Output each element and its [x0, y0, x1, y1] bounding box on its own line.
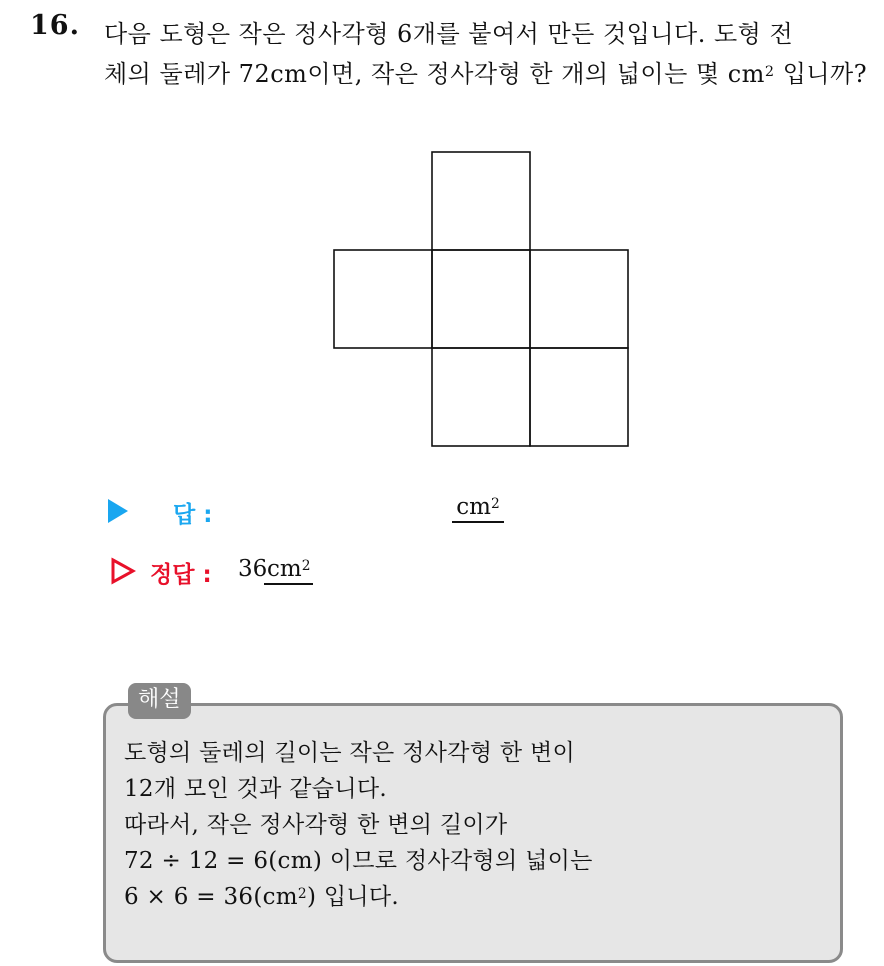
correct-answer-unit [264, 556, 313, 585]
question-number: 16. [30, 10, 80, 41]
square-top [432, 152, 530, 250]
square-bottom-right [530, 348, 628, 446]
explanation-line-last [124, 882, 593, 918]
correct-unit-superscript: 2 [301, 557, 311, 574]
square-bottom-center [432, 348, 530, 446]
explanation-last-main: 6 × 6 = 36(cm [124, 884, 298, 910]
square-middle-left [334, 250, 432, 348]
explanation-last-end: ) 입니다. [306, 884, 400, 910]
play-outline-icon [110, 557, 136, 585]
answer-row [108, 494, 528, 530]
answer-unit: cm [456, 494, 491, 520]
correct-answer-label: 정답 : [150, 562, 212, 588]
question-text-line-2-end: 입니까? [774, 60, 868, 88]
explanation-text [124, 738, 593, 918]
explanation-line: 도형의 둘레의 길이는 작은 정사각형 한 변이 [124, 740, 575, 766]
explanation-line: 12개 모인 것과 같습니다. [124, 776, 387, 802]
answer-label: 답 : [173, 502, 213, 528]
explanation-line: 72 ÷ 12 = 6(cm) 이므로 정사각형의 넓이는 [124, 848, 593, 874]
square-net-figure [332, 150, 632, 450]
correct-answer-row [108, 554, 528, 590]
correct-unit-text: cm [267, 556, 302, 582]
explanation-line: 따라서, 작은 정사각형 한 변의 길이가 [124, 812, 508, 838]
answer-blank[interactable] [452, 494, 504, 523]
square-center [432, 250, 530, 348]
question-text-line-2 [104, 54, 867, 89]
explanation-last-superscript: 2 [297, 885, 307, 902]
square-middle-right [530, 250, 628, 348]
question-superscript: 2 [764, 63, 775, 80]
question-text-line-2-main: 체의 둘레가 72cm이면, 작은 정사각형 한 개의 넓이는 몇 cm [104, 60, 765, 88]
play-filled-icon [108, 499, 128, 523]
question-text-line-1: 다음 도형은 작은 정사각형 6개를 붙여서 만든 것입니다. 도형 전 [104, 20, 794, 48]
explanation-tag: 해설 [128, 683, 191, 719]
correct-answer-value: 36 [238, 556, 268, 582]
answer-unit-superscript: 2 [490, 495, 500, 512]
